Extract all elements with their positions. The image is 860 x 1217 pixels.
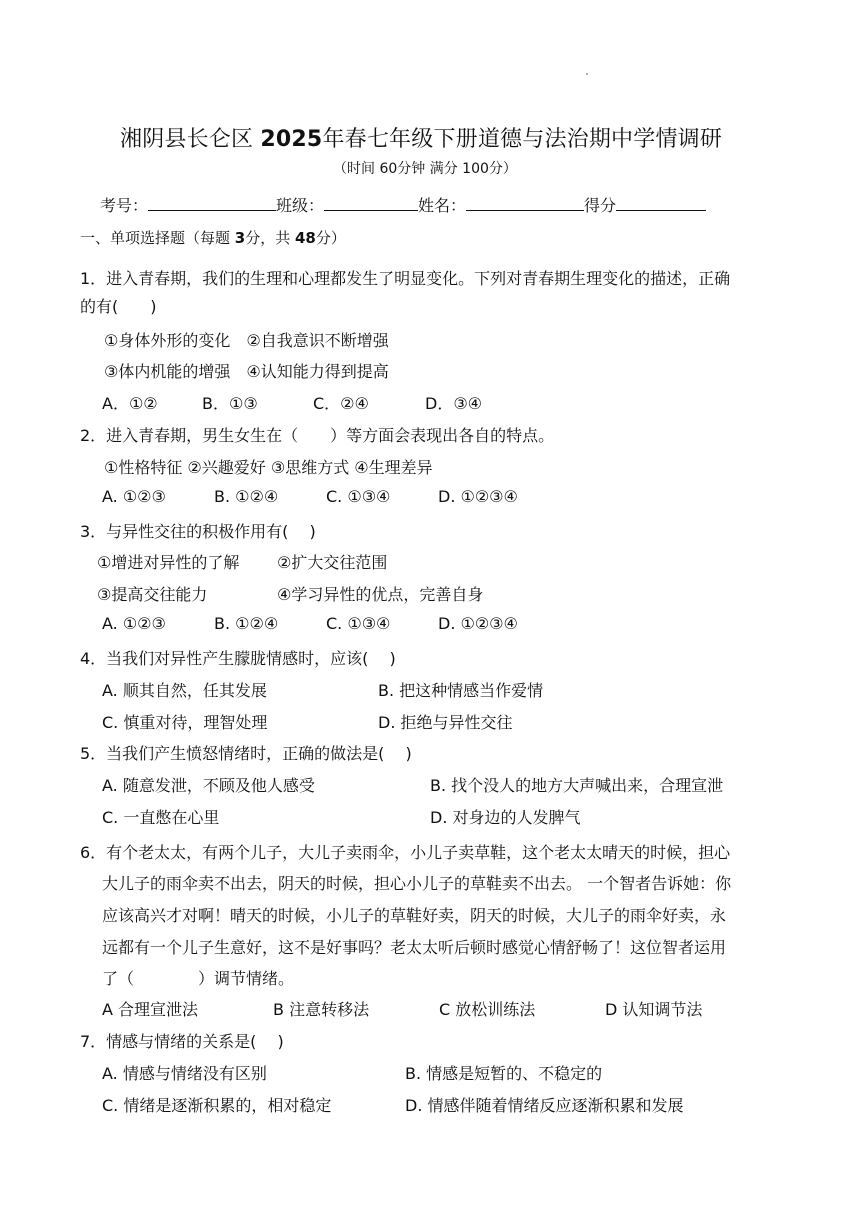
q5-option-b[interactable]: B. 找个没人的地方大声喊出来，合理宣泄	[430, 776, 724, 795]
name-label: 姓名：	[418, 196, 467, 215]
q1-option-d[interactable]: D．③④	[425, 394, 483, 413]
q1-item-line1: ①身体外形的变化 ②自我意识不断增强	[104, 331, 389, 350]
q1-option-b[interactable]: B．①③	[202, 394, 258, 413]
q2-option-c[interactable]: C. ①③④	[326, 487, 391, 506]
info-line	[100, 193, 706, 216]
section-total: 48	[295, 229, 316, 247]
q6-option-d[interactable]: D 认知调节法	[605, 1000, 703, 1019]
q4-option-c[interactable]: C. 慎重对待，理智处理	[102, 713, 268, 732]
q5-option-c[interactable]: C. 一直憋在心里	[102, 808, 220, 827]
section-text-b: 分，共	[245, 229, 295, 247]
q1-option-a[interactable]: A．①②	[102, 394, 158, 413]
q4-option-a[interactable]: A. 顺其自然，任其发展	[102, 681, 267, 700]
name-field[interactable]	[466, 194, 584, 211]
q7-option-c[interactable]: C. 情绪是逐渐积累的，相对稳定	[102, 1096, 332, 1115]
title-text-a: 湘阴县长仑区	[120, 127, 261, 152]
q1-item-line2: ③体内机能的增强 ④认知能力得到提高	[104, 362, 389, 381]
section-heading	[80, 227, 346, 248]
q3-stem: 3．与异性交往的积极作用有( )	[80, 522, 316, 541]
q6-text-line4: 远都有一个儿子生意好，这不是好事吗？老太太听后顿时感觉心情舒畅了！这位智者运用	[102, 938, 727, 957]
q5-stem: 5．当我们产生愤怒情绪时，正确的做法是( )	[80, 744, 412, 763]
section-per: 3	[234, 229, 246, 247]
q2-option-a[interactable]: A. ①②③	[102, 487, 166, 506]
q1-stem-line2: 的有( )	[80, 297, 157, 316]
speck-mark	[586, 73, 588, 75]
exam-no-label: 考号：	[100, 196, 149, 215]
q4-option-d[interactable]: D. 拒绝与异性交往	[378, 713, 513, 732]
exam-no-field[interactable]	[148, 194, 276, 211]
title-year: 2025	[260, 127, 323, 152]
q6-text-line5: 了（ ）调节情绪。	[102, 969, 295, 988]
q3-option-b[interactable]: B. ①②④	[214, 614, 279, 633]
q3-option-d[interactable]: D. ①②③④	[438, 614, 518, 633]
q6-option-c[interactable]: C 放松训练法	[439, 1000, 536, 1019]
exam-title	[120, 122, 722, 153]
q7-option-b[interactable]: B. 情感是短暂的、不稳定的	[405, 1064, 603, 1083]
q6-text-line2: 大儿子的雨伞卖不出去，阴天的时候，担心小儿子的草鞋卖不出去。 一个智者告诉她：你	[102, 874, 732, 893]
class-label: 班级：	[276, 196, 325, 215]
q1-option-c[interactable]: C．②④	[313, 394, 369, 413]
q6-option-a[interactable]: A 合理宣泄法	[102, 1000, 199, 1019]
title-text-b: 年春七年级下册道德与法治期中学情调研	[322, 127, 723, 152]
q4-option-b[interactable]: B. 把这种情感当作爱情	[378, 681, 544, 700]
exam-subtitle: （时间 60分钟 满分 100分）	[333, 161, 517, 177]
q6-option-b[interactable]: B 注意转移法	[273, 1000, 370, 1019]
q2-stem: 2．进入青春期，男生女生在（ ）等方面会表现出各自的特点。	[80, 426, 555, 445]
q3-item2: ②扩大交往范围	[277, 553, 388, 572]
class-field[interactable]	[324, 194, 418, 211]
score-label: 得分	[584, 196, 617, 215]
q3-option-a[interactable]: A. ①②③	[102, 614, 166, 633]
section-text-c: 分）	[315, 229, 346, 247]
q6-text-line3: 应该高兴才对啊！晴天的时候，小儿子的草鞋好卖，阴天的时候，大儿子的雨伞好卖，永	[102, 906, 727, 925]
q3-item1: ①增进对异性的了解	[97, 553, 240, 572]
q7-option-d[interactable]: D. 情感伴随着情绪反应逐渐积累和发展	[405, 1096, 684, 1115]
q1-stem-line1: 1．进入青春期，我们的生理和心理都发生了明显变化。下列对青春期生理变化的描述，正确	[80, 269, 731, 288]
q5-option-a[interactable]: A. 随意发泄，不顾及他人感受	[102, 776, 315, 795]
q4-stem: 4．当我们对异性产生朦胧情感时，应该( )	[80, 649, 396, 668]
q5-option-d[interactable]: D. 对身边的人发脾气	[430, 808, 581, 827]
q3-option-c[interactable]: C. ①③④	[326, 614, 391, 633]
q7-option-a[interactable]: A. 情感与情绪没有区别	[102, 1064, 267, 1083]
q2-option-d[interactable]: D. ①②③④	[438, 487, 518, 506]
q3-item3: ③提高交往能力	[97, 585, 208, 604]
q2-option-b[interactable]: B. ①②④	[214, 487, 279, 506]
q3-item4: ④学习异性的优点，完善自身	[277, 585, 484, 604]
q2-items: ①性格特征 ②兴趣爱好 ③思维方式 ④生理差异	[104, 458, 433, 477]
score-field[interactable]	[616, 194, 706, 211]
q6-text-line1: 6．有个老太太，有两个儿子，大儿子卖雨伞，小儿子卖草鞋，这个老太太晴天的时候，担心	[80, 843, 731, 862]
q7-stem: 7．情感与情绪的关系是( )	[80, 1032, 284, 1051]
section-text-a: 一、单项选择题（每题	[80, 229, 235, 247]
